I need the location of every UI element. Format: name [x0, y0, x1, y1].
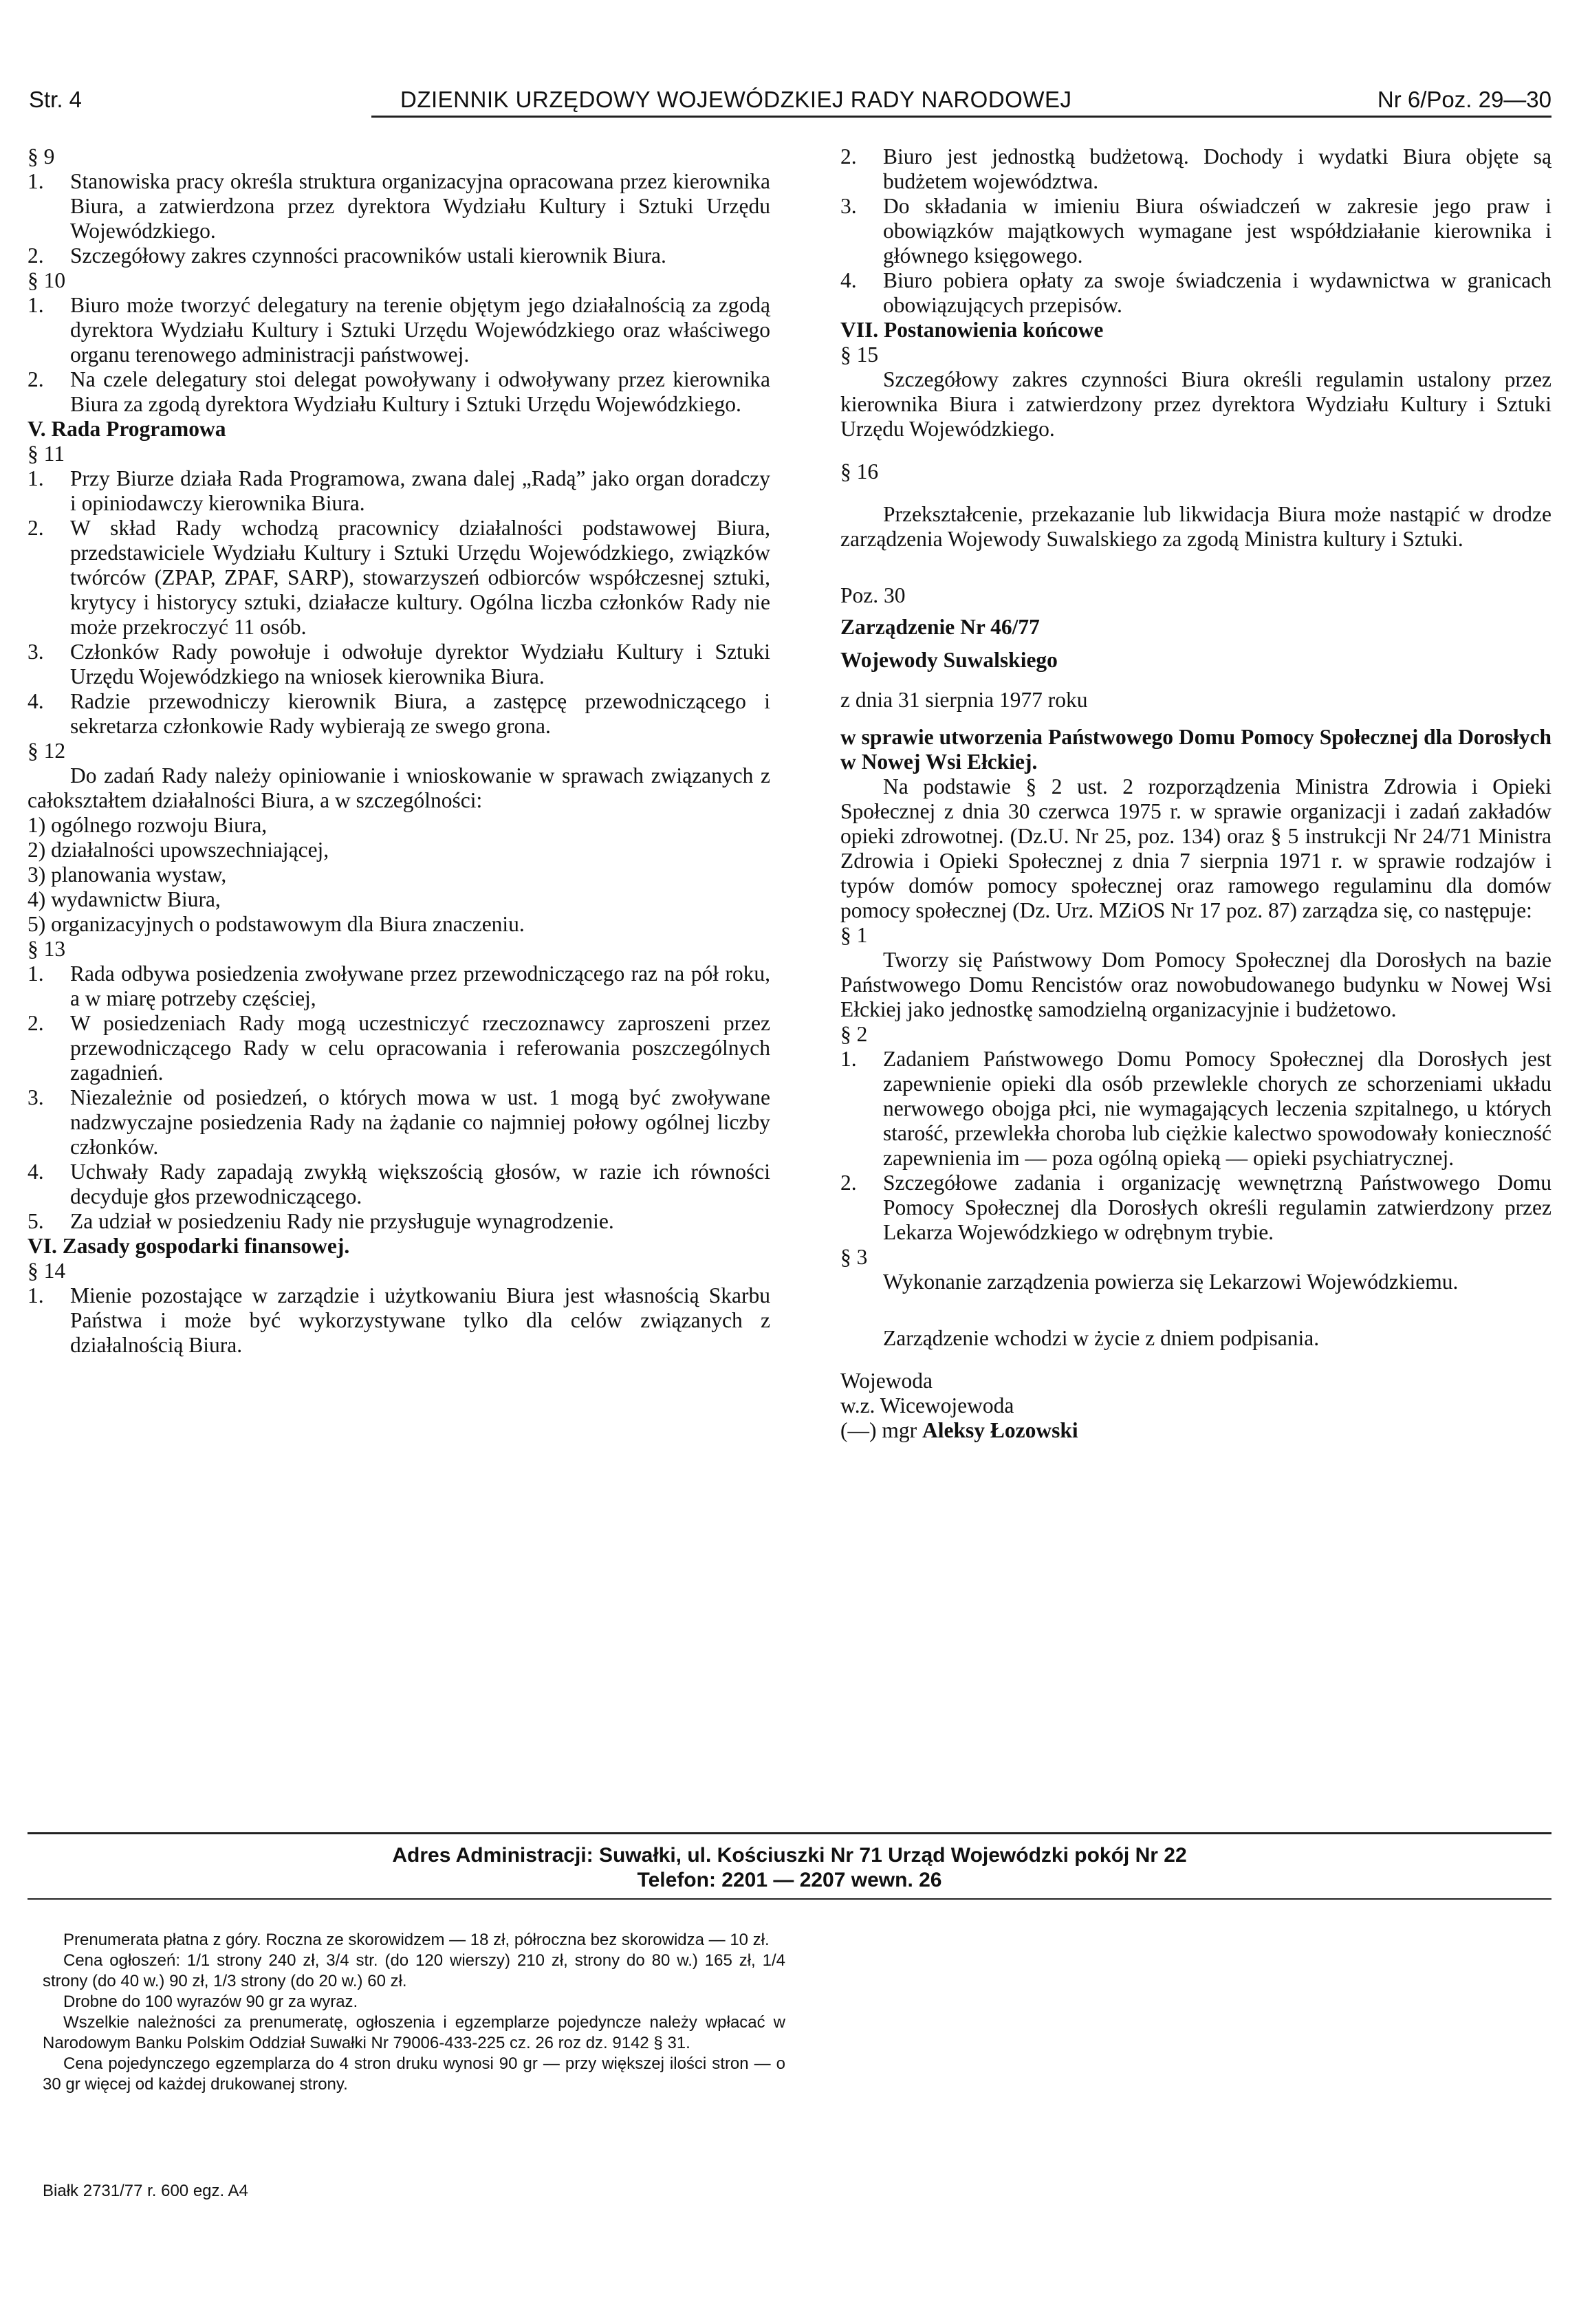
spacer	[840, 484, 1551, 502]
section-heading: § 11	[28, 442, 65, 466]
paragraph: 4. Biuro pobiera opłaty za swoje świadczenia i wydawnictwa w granicach obowiązujących przepisów.	[840, 268, 1551, 317]
administration-address	[28, 1843, 1551, 1893]
list	[28, 813, 770, 937]
paragraph: 2. Szczegółowy zakres czynności pracowników ustali kierownik Biura.	[28, 243, 666, 268]
info-paragraph: Drobne do 100 wyrazów 90 gr za wyraz.	[63, 1992, 358, 2011]
header-rule	[371, 116, 1551, 118]
section-heading: § 2	[840, 1022, 868, 1046]
section-heading: § 10	[28, 268, 66, 292]
spacer	[840, 442, 1551, 459]
paragraph: 1. Stanowiska pracy określa struktura organizacyjna opracowana przez kierownika Biura, a zatwierdzona przez dyrektora Wydziału Kultury i Sztuki Urzędu Wojewódzkiego.	[28, 169, 770, 243]
page-number: Str. 4	[29, 87, 83, 112]
left-column	[28, 144, 770, 1358]
footer-rule	[28, 1832, 1551, 1834]
ordinance-date: z dnia 31 sierpnia 1977 roku	[840, 688, 1088, 712]
paragraph: 2. Na czele delegatury stoi delegat powoływany i odwoływany przez kierownika Biura za zgodą dyrektora Wydziału Kultury i Sztuki Urzędu Wojewódzkiego.	[28, 367, 770, 416]
paragraph: 4. Radzie przewodniczy kierownik Biura, a zastępcę przewodniczącego i sekretarza członkowie Rady wybierają ze swego grona.	[28, 689, 770, 738]
paragraph: 2. W posiedzeniach Rady mogą uczestniczyć rzeczoznawcy zaproszeni przez przewodniczącego Rady w celu opracowania i referowania poszczególnych zagadnień.	[28, 1011, 770, 1085]
section-heading: § 16	[840, 459, 879, 484]
paragraph: Przekształcenie, przekazanie lub likwidacja Biura może nastąpić w drodze zarządzenia Wojewody Suwalskiego za zgodą Ministra kultury i Sztuki.	[840, 502, 1551, 551]
list-item: 2) działalności upowszechniającej,	[28, 838, 329, 862]
section-heading: § 3	[840, 1245, 868, 1269]
paragraph: 2. Szczegółowe zadania i organizację wewnętrzną Państwowego Domu Pomocy Społecznej dla Dorosłych określi regulamin zatwierdzony przez Lekarza Wojewódzkiego w odrębnym trybie.	[840, 1171, 1551, 1244]
list-item: 1) ogólnego rozwoju Biura,	[28, 813, 268, 837]
paragraph: 1. Zadaniem Państwowego Domu Pomocy Społecznej dla Dorosłych jest zapewnienie opieki dla osób przewlekle chorych ze schorzeniami układu nerwowego obojga płci, nie wymagających leczenia szpitalnego, u których starość, przewlekła choroba lub ciężkie kalectwo spowodowały konieczność zapewnienia im — poza ogólną opieką — opieki psychiatrycznej.	[840, 1047, 1551, 1170]
paragraph: 1. Przy Biurze działa Rada Programowa, zwana dalej „Radą” jako organ doradczy i opiniodawczy kierownika Biura.	[28, 466, 770, 515]
right-column	[840, 144, 1551, 1443]
section-heading: § 9	[28, 144, 55, 169]
spacer	[840, 1351, 1551, 1369]
paragraph: 4. Uchwały Rady zapadają zwykłą większością głosów, w razie ich równości decyduje głos przewodniczącego.	[28, 1160, 770, 1208]
paragraph: 3. Niezależnie od posiedzeń, o których mowa w ust. 1 mogą być zwoływane nadzwyczajne posiedzenia Rady na żądanie co najmniej połowy ogólnej liczby członków.	[28, 1085, 770, 1159]
spacer	[840, 552, 1551, 583]
subscription-info	[43, 1930, 785, 2095]
paragraph: 5. Za udział w posiedzeniu Rady nie przysługuje wynagrodzenie.	[28, 1209, 614, 1233]
position-number: Poz. 30	[840, 583, 906, 607]
issue-number: Nr 6/Poz. 29—30	[1377, 87, 1551, 112]
chapter-heading: V. Rada Programowa	[28, 417, 226, 441]
signature-line: w.z. Wicewojewoda	[840, 1393, 1014, 1418]
chapter-heading: VII. Postanowienia końcowe	[840, 318, 1104, 342]
address-line: Adres Administracji: Suwałki, ul. Kościuszki Nr 71 Urząd Wojewódzki pokój Nr 22	[392, 1844, 1187, 1867]
list-item: 4) wydawnictw Biura,	[28, 887, 221, 911]
paragraph: 1. Mienie pozostające w zarządzie i użytkowaniu Biura jest własnością Skarbu Państwa i może być wykorzystywane tylko dla celów związanych z działalnością Biura.	[28, 1283, 770, 1357]
section-heading: § 15	[840, 343, 879, 367]
print-info: Białk 2731/77 r. 600 egz. A4	[43, 2182, 248, 2200]
paragraph: 3. Członków Rady powołuje i odwołuje dyrektor Wydziału Kultury i Sztuki Urzędu Wojewódzkiego na wniosek kierownika Biura.	[28, 640, 770, 688]
paragraph: 3. Do składania w imieniu Biura oświadczeń w zakresie jego praw i obowiązków majątkowych wymagane jest współdziałanie kierownika i głównego księgowego.	[840, 194, 1551, 268]
section-heading: § 1	[840, 923, 868, 947]
info-paragraph: Wszelkie należności za prenumeratę, ogłoszenia i egzemplarze pojedyncze należy wpłacać w Narodowym Banku Polskim Oddział Suwałki Nr 79006-433-225 cz. 26 roz dz. 9142 § 31.	[43, 2013, 785, 2052]
paragraph: Wykonanie zarządzenia powierza się Lekarzowi Wojewódzkiemu.	[883, 1270, 1459, 1294]
section-heading: § 12	[28, 739, 66, 763]
info-paragraph: Cena pojedynczego egzemplarza do 4 stron druku wynosi 90 gr — przy większej ilości stron — o 30 gr więcej od każdej drukowanej strony.	[43, 2054, 785, 2094]
spacer	[840, 1294, 1551, 1326]
phone-line: Telefon: 2201 — 2207 wewn. 26	[637, 1869, 942, 1891]
paragraph: Szczegółowy zakres czynności Biura określi regulamin ustalony przez kierownika Biura i zatwierdzony przez dyrektora Wydziału Kultury i Sztuki Urzędu Wojewódzkiego.	[840, 367, 1551, 441]
ordinance-basis: Na podstawie § 2 ust. 2 rozporządzenia Ministra Zdrowia i Opieki Społecznej z dnia 30 czerwca 1975 r. w sprawie organizacji i zadań zakładów opieki zdrowotnej. (Dz.U. Nr 25, poz. 134) oraz § 5 instrukcji Nr 24/71 Ministra Zdrowia i Opieki Społecznej z dnia 7 sierpnia 1971 r. w sprawie rodzajów i typów domów pomocy społecznej oraz ramowego regulaminu dla domów pomocy społecznej (Dz. Urz. MZiOS Nr 17 poz. 87) zarządza się, co następuje:	[840, 774, 1551, 922]
ordinance-subject: w sprawie utworzenia Państwowego Domu Pomocy Społecznej dla Dorosłych w Nowej Wsi Ełckiej.	[840, 725, 1551, 774]
ordinance-author: Wojewody Suwalskiego	[840, 648, 1058, 672]
paragraph: 2. Biuro jest jednostką budżetową. Dochody i wydatki Biura objęte są budżetem województwa.	[840, 144, 1551, 193]
signatory-name: Aleksy Łozowski	[922, 1418, 1078, 1442]
paragraph: 1. Biuro może tworzyć delegatury na terenie objętym jego działalnością za zgodą dyrektora Wydziału Kultury i Sztuki Urzędu Wojewódzkiego oraz właściwego organu terenowego administracji państwowej.	[28, 293, 770, 367]
chapter-heading: VI. Zasady gospodarki finansowej.	[28, 1234, 350, 1258]
info-paragraph: Prenumerata płatna z góry. Roczna ze skorowidzem — 18 zł, półroczna bez skorowidza — 10 zł.	[63, 1931, 770, 1949]
signature-line: Wojewoda	[840, 1369, 933, 1393]
footer-rule	[28, 1898, 1551, 1900]
paragraph: Zarządzenie wchodzi w życie z dniem podpisania.	[883, 1326, 1320, 1350]
journal-title: DZIENNIK URZĘDOWY WOJEWÓDZKIEJ RADY NARODOWEJ	[400, 87, 1072, 112]
signature-line: (—) mgr Aleksy Łozowski	[840, 1418, 1078, 1442]
paragraph: Do zadań Rady należy opiniowanie i wnioskowanie w sprawach związanych z całokształtem działalności Biura, a w szczególności:	[28, 763, 770, 812]
paragraph: 1. Rada odbywa posiedzenia zwoływane przez przewodniczącego raz na pół roku, a w miarę potrzeby częściej,	[28, 962, 770, 1010]
ordinance-title: Zarządzenie Nr 46/77	[840, 615, 1040, 639]
info-paragraph: Cena ogłoszeń: 1/1 strony 240 zł, 3/4 str. (do 120 wierszy) 210 zł, strony do 80 w.) 165 zł, 1/4 strony (do 40 w.) 90 zł, 1/3 strony (do 20 w.) 60 zł.	[43, 1951, 785, 1990]
list-item: 5) organizacyjnych o podstawowym dla Biura znaczeniu.	[28, 912, 525, 936]
section-heading: § 13	[28, 937, 66, 961]
paragraph: Tworzy się Państwowy Dom Pomocy Społecznej dla Dorosłych na bazie Państwowego Domu Rencistów oraz nowobudowanego budynku w Nowej Wsi Ełckiej jako jednostkę samodzielną organizacyjnie i budżetowo.	[840, 948, 1551, 1021]
list-item: 3) planowania wystaw,	[28, 862, 227, 887]
section-heading: § 14	[28, 1259, 66, 1283]
paragraph: 2. W skład Rady wchodzą pracownicy działalności podstawowej Biura, przedstawiciele Wydziału Kultury i Sztuki Urzędu Wojewódzkiego, związków twórców (ZPAP, ZPAF, SARP), stowarzyszeń odbiorców współczesnej sztuki, krytycy i historycy sztuki, działacze kultury. Ogólna liczba członków Rady nie może przekroczyć 11 osób.	[28, 516, 770, 639]
